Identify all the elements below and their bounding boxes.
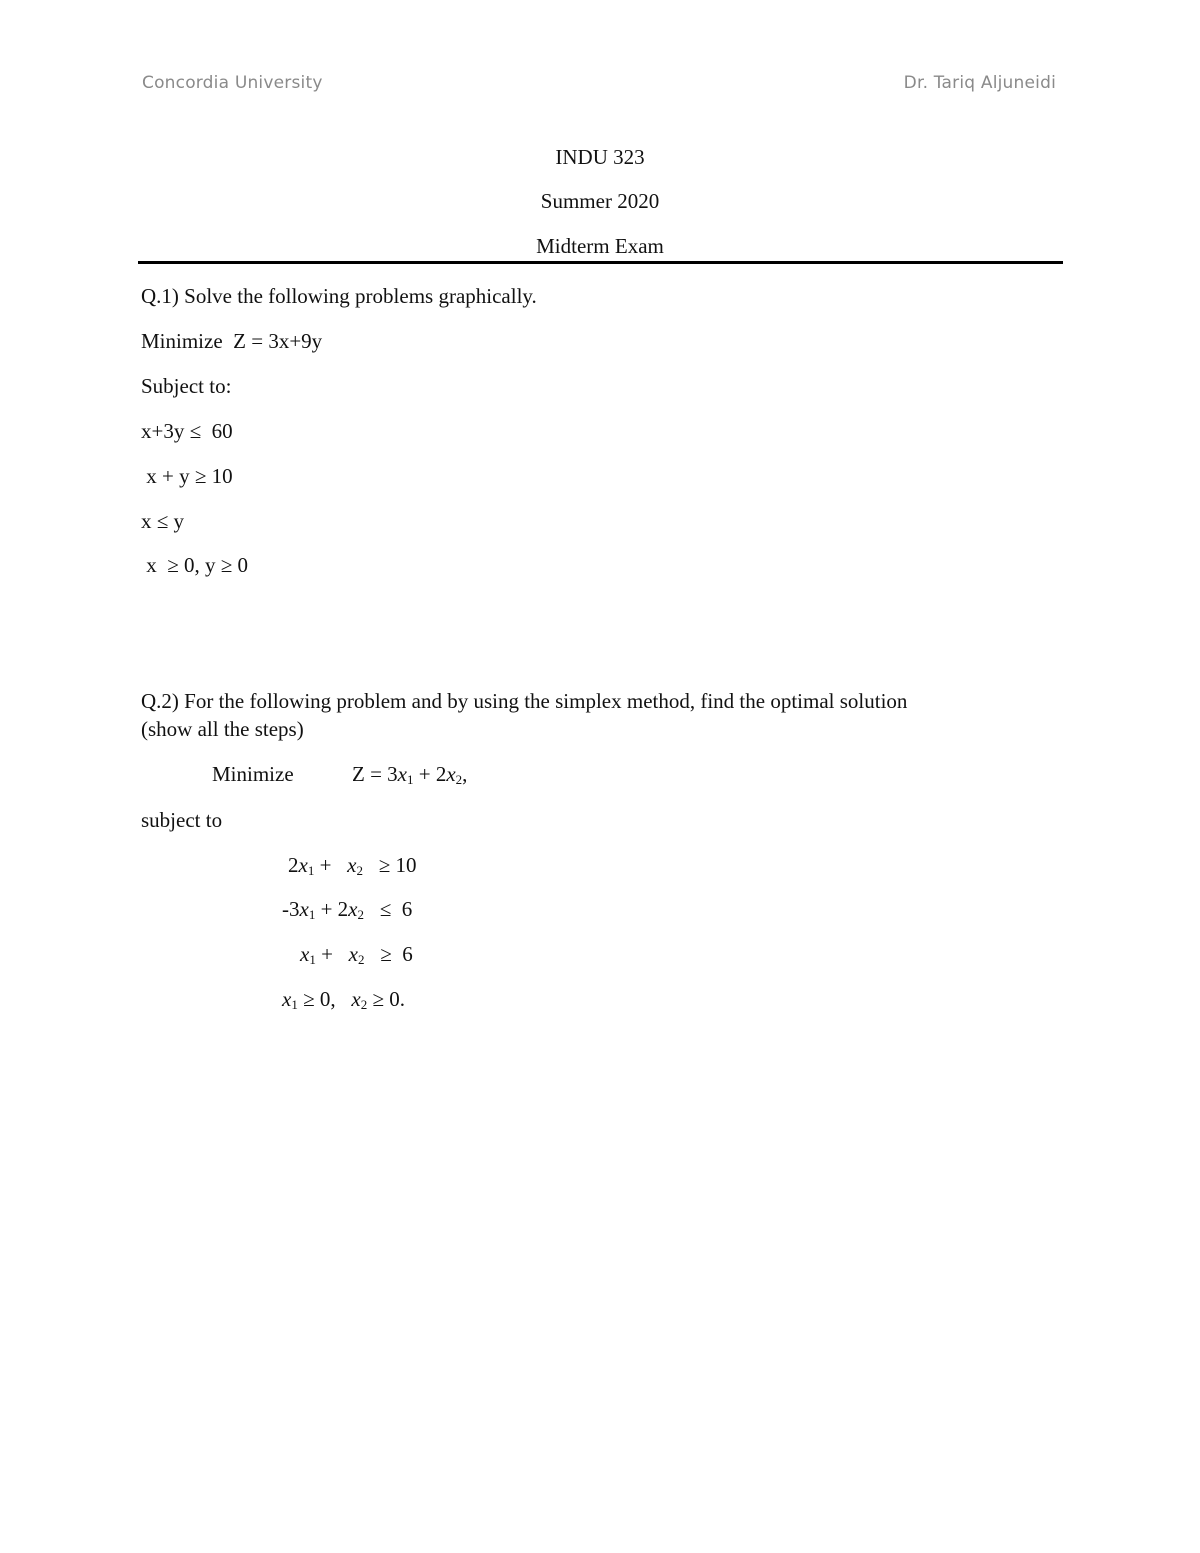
exam-term: Summer 2020 xyxy=(540,189,660,213)
q2-constraint-3: $x_1 + x_2$ ≥ 6 xyxy=(300,942,413,967)
q2-prompt-line-2: (show all the steps) xyxy=(141,717,304,741)
q1-constraint-2: x + y ≥ 10 xyxy=(141,464,233,488)
q1-constraint-1: x+3y ≤ 60 xyxy=(141,419,233,443)
q2-objective-label: Minimize xyxy=(212,762,294,786)
q2-prompt-line-1: Q.2) For the following problem and by using the simplex method, find the optimal solution xyxy=(141,689,908,713)
header-instructor: Dr. Tariq Aljuneidi xyxy=(903,73,1056,93)
header-university: Concordia University xyxy=(142,73,323,93)
course-code: INDU 323 xyxy=(555,145,645,169)
q1-prompt: Q.1) Solve the following problems graphically. xyxy=(141,284,537,308)
q1-objective: Minimize Z = 3x+9y xyxy=(141,329,323,353)
q2-nonnegativity: $x_1 \ge 0$, $x_2 \ge 0$. xyxy=(282,987,405,1012)
q1-constraint-3: x ≤ y xyxy=(141,509,185,533)
q1-nonnegativity: x ≥ 0, y ≥ 0 xyxy=(141,553,249,577)
q2-constraint-2: $-3x_1 + 2x_2$ ≤ 6 xyxy=(282,897,413,922)
exam-title: Midterm Exam xyxy=(536,234,664,258)
q2-subject-to: subject to xyxy=(141,808,223,832)
q2-objective-function: $Z = 3x_1 + 2x_2$, xyxy=(352,762,468,787)
title-divider xyxy=(138,261,1063,264)
q2-constraint-1: $2x_1 + x_2$ ≥ 10 xyxy=(288,853,417,878)
q1-subject-to: Subject to: xyxy=(141,374,232,398)
